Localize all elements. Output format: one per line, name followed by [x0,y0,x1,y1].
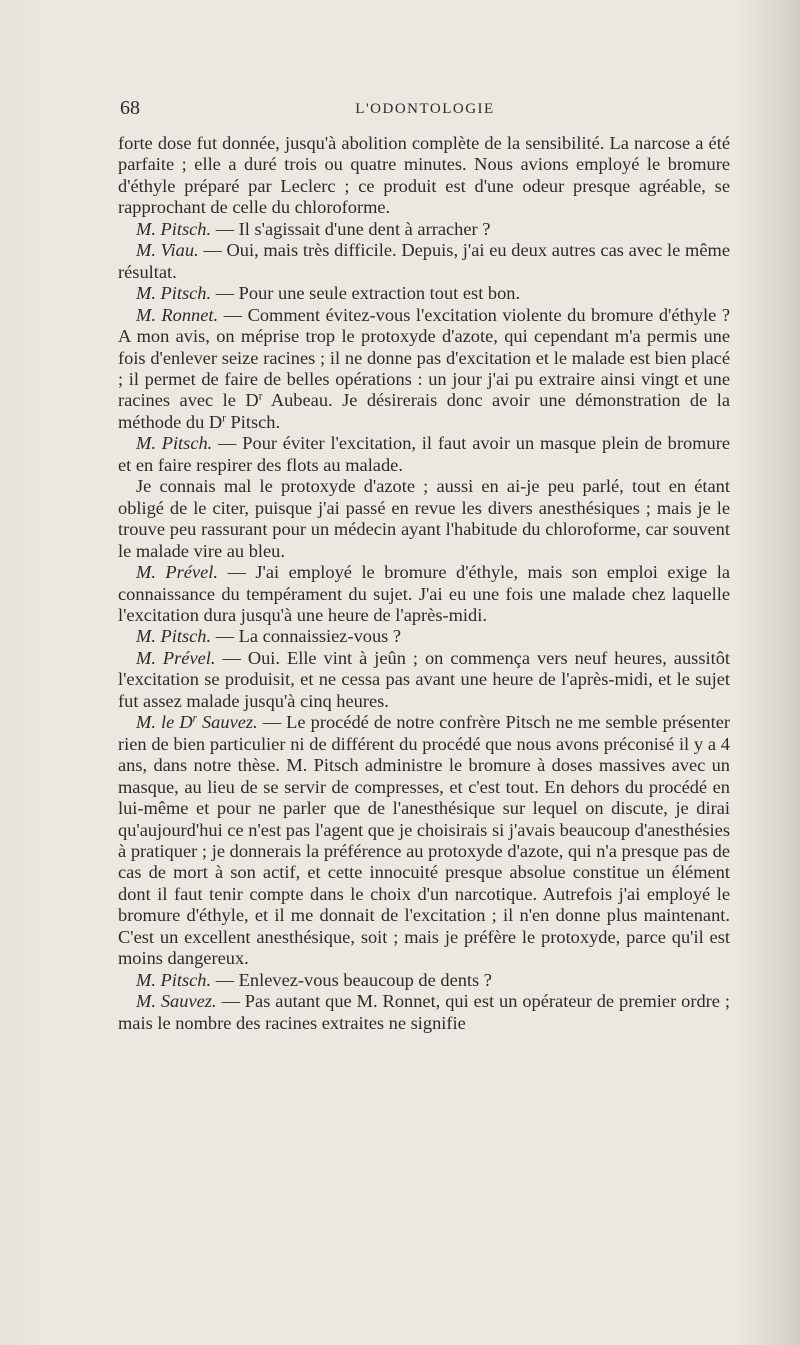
paragraph [118,133,730,219]
running-title: L'ODONTOLOGIE [355,101,495,117]
paragraph [118,240,730,283]
speaker-name: M. Sauvez. [136,991,217,1012]
body-text [118,133,730,1034]
speaker-name: M. Prével. [136,562,218,583]
paragraph [118,219,730,240]
speaker-name: M. Pitsch. [136,218,212,239]
speaker-name: M. Pitsch. [136,283,212,304]
speaker-name: M. Viau. [136,240,199,261]
paragraph [118,476,730,562]
paragraph-text: — J'ai employé le bromure d'éthyle, mais son emploi exige la connaissance du tempérament du sujet. J'ai eu une fois une malade chez laquelle l'excitation dura jusqu'à une heure de l'après-midi. [118,562,730,625]
paragraph-text: — Le procédé de notre confrère Pitsch ne me semble présenter rien de bien particulier ni de différent du procédé que nous avons préconisé il y a 4 ans, dans notre thèse. M. Pitsch administre le bromure à doses massives avec un masque, au lieu de se servir de compresses, et c'est tout. En dehors du procédé en lui-même et pour ne parler que de l'anesthésique sur lequel on discute, je dirai qu'aujourd'hui ce n'est pas l'agent que je choisirais si j'avais beaucoup d'anesthésies à pratiquer ; je donnerais la préférence au protoxyde d'azote, qui n'a presque pas de cas de mort à son actif, et cette innocuité presque absolue constitue un élément dont il faut tenir compte dans le choix d'un narcotique. Autrefois j'ai employé le bromure d'éthyle, et il me donnait de l'excitation ; il n'en donne plus maintenant. C'est un excellent anesthésique, soit ; mais je préfère le protoxyde, parce qu'il est moins dangereux. [118,712,731,969]
speaker-name: M. Ronnet. [136,304,219,325]
paragraph-text: Je connais mal le protoxyde d'azote ; aussi en ai-je peu parlé, tout en étant obligé de le citer, puisque j'ai passé en revue les divers anesthésiques ; mais je le trouve peu rassurant pour un médecin ayant l'habitude du chloroforme, car souvent le malade vire au bleu. [118,476,730,561]
paragraph-text: — Il s'agissait d'une dent à arracher ? [211,218,491,239]
speaker-name: M. Prével. [136,647,216,668]
speaker-name: M. le $D^r$ Sauvez. [136,712,258,733]
paragraph [118,970,730,991]
paragraph [118,991,730,1034]
paragraph [118,305,730,434]
paragraph [118,626,730,647]
paragraph [118,712,730,969]
page-header [120,97,730,123]
paragraph-text: — La connaissiez-vous ? [211,626,402,647]
paragraph-text: — Pas autant que M. Ronnet, qui est un opérateur de premier ordre ; mais le nombre des racines extraites ne signifie [118,991,730,1033]
paragraph-text: — Pour éviter l'excitation, il faut avoir un masque plein de bromure et en faire respirer des flots au malade. [118,433,730,475]
paragraph [118,562,730,626]
paragraph [118,283,730,304]
paragraph-text: — Enlevez-vous beaucoup de dents ? [211,969,492,990]
paragraph-text: forte dose fut donnée, jusqu'à abolition complète de la sensibilité. La narcose a été parfaite ; elle a duré trois ou quatre minutes. Nous avions employé le bromure d'éthyle préparé par Leclerc ; ce produit est d'une odeur presque agréable, se rapprochant de celle du chloroforme. [118,133,730,218]
speaker-name: M. Pitsch. [136,626,212,647]
paragraph-text: — Oui. Elle vint à jeûn ; on commença vers neuf heures, aussitôt l'excitation se produisit, et ne cessa pas avant une heure de l'après-midi, et le sujet fut assez malade jusqu'à cinq heures. [118,647,730,711]
paragraph-text: — Oui, mais très difficile. Depuis, j'ai eu deux autres cas avec le même résultat. [118,240,730,282]
paragraph-text: — Comment évitez-vous l'excitation violente du bromure d'éthyle ? A mon avis, on méprise trop le protoxyde d'azote, qui cependant m'a permis une fois d'enlever seize racines ; il ne donne pas d'excitation et le malade est bien placé ; il permet de faire de belles opérations : un jour j'ai pu extraire ainsi vingt et une racines avec le $D^r$ Aubeau. Je désirerais donc avoir une démonstration de la méthode du $D^r$ Pitsch. [118,304,730,432]
paragraph [118,648,730,712]
paragraph-text: — Pour une seule extraction tout est bon. [211,283,521,304]
speaker-name: M. Pitsch. [136,969,212,990]
page-number: 68 [120,97,140,119]
speaker-name: M. Pitsch. [136,433,213,454]
paragraph [118,433,730,476]
